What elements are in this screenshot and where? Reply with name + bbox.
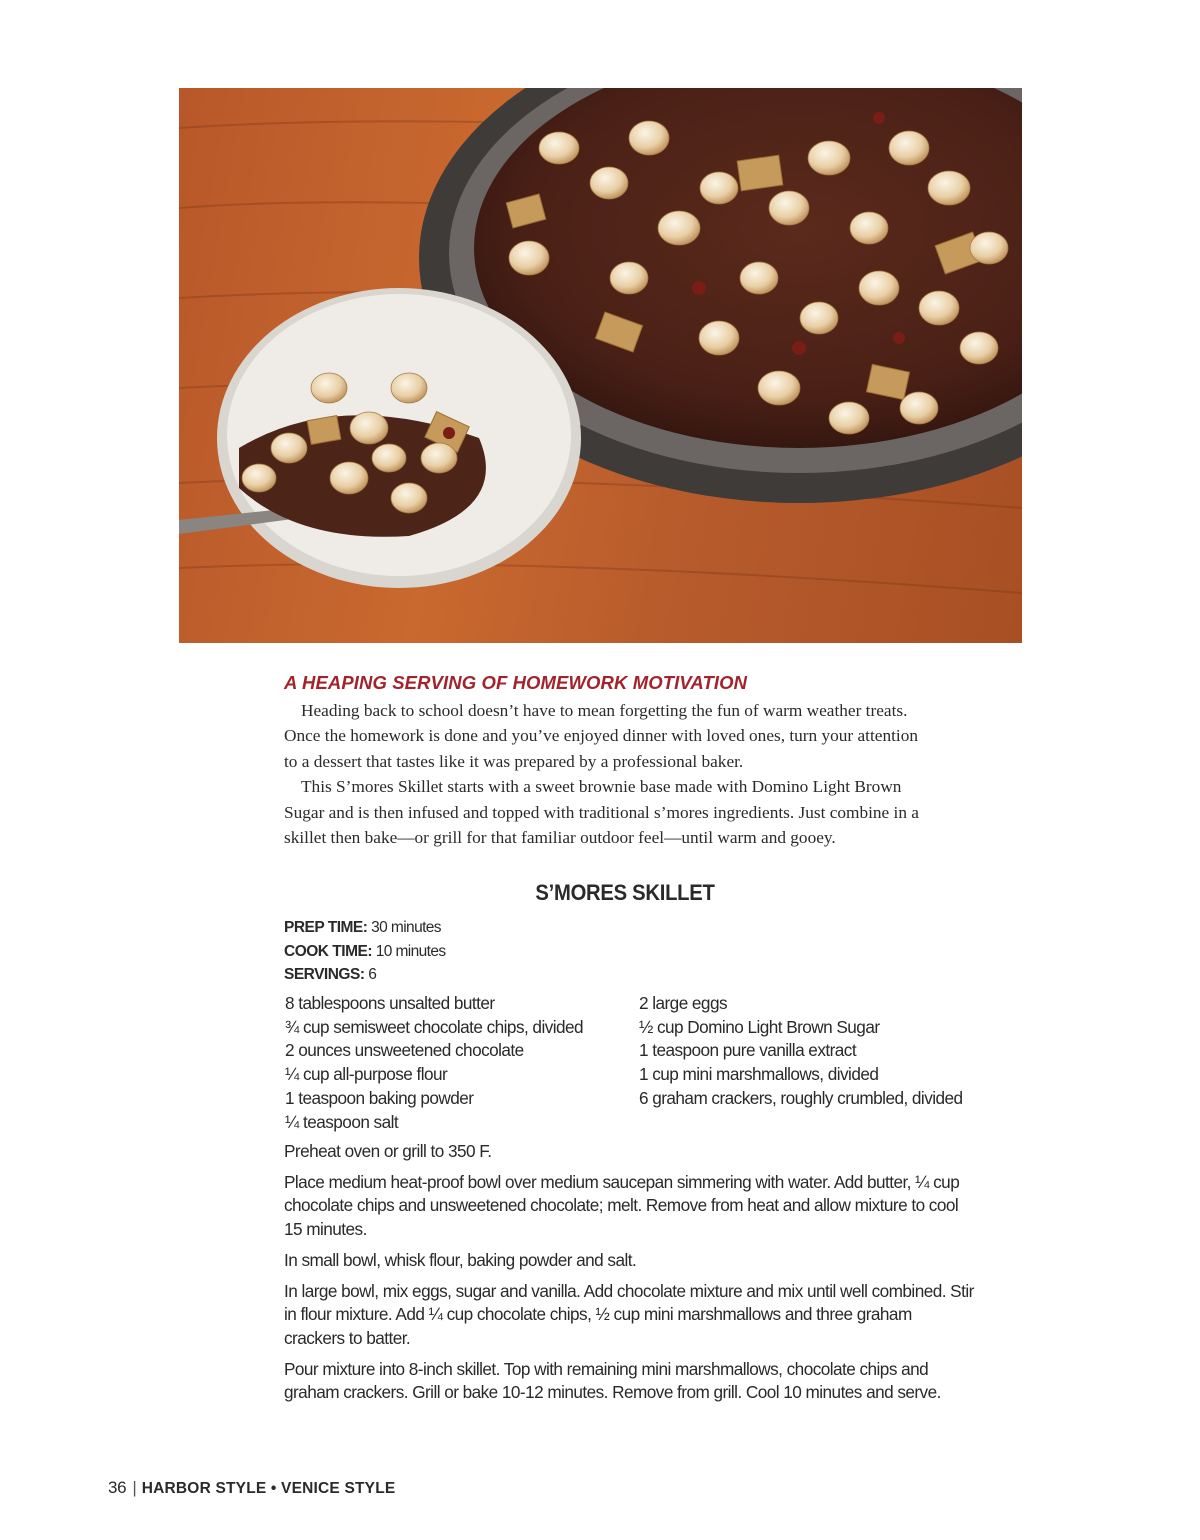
ingredients-left (285, 992, 635, 1134)
page-number: 36 (108, 1478, 127, 1497)
cook-time-value: 10 minutes (375, 942, 446, 960)
intro-paragraph: This S’mores Skillet starts with a sweet brownie base made with Domino Light Brown Sugar and is then infused and topped with traditional s’mores ingredients. Just combine in a skillet then bake—or grill for that familiar outdoor feel—until warm and gooey. (284, 777, 919, 848)
servings-value: 6 (368, 966, 377, 983)
ingredient-item: 1 teaspoon pure vanilla extract (639, 1040, 857, 1061)
intro-paragraph: Heading back to school doesn’t have to mean forgetting the fun of warm weather treats. Once the homework is done and you’ve enjoyed dinner with loved ones, turn your attention to a dessert that tastes like it was prepared by a professional baker. (284, 701, 918, 771)
prep-time-value: 30 minutes (371, 919, 441, 936)
recipe-step: Preheat oven or grill to 350 F. (284, 1141, 492, 1161)
magazine-name: HARBOR STYLE • VENICE STYLE (141, 1480, 396, 1497)
ingredient-item: 1 teaspoon baking powder (285, 1087, 474, 1108)
ingredient-item: ¼ cup all-purpose flour (285, 1064, 448, 1085)
skillet-photo-illustration (179, 88, 1022, 643)
recipe-photo (179, 88, 1022, 643)
recipe-step: Pour mixture into 8-inch skillet. Top with remaining mini marshmallows, chocolate chips and graham crackers. Grill or bake 10-12 minutes. Remove from grill. Cool 10 minutes and serve. (284, 1358, 941, 1403)
article-kicker: A HEAPING SERVING OF HOMEWORK MOTIVATION (284, 672, 748, 693)
ingredient-item: 2 large eggs (639, 993, 727, 1013)
page-footer (108, 1478, 395, 1498)
cook-time-label: COOK TIME: (284, 942, 372, 960)
recipe-title: S’MORES SKILLET (535, 880, 715, 905)
ingredient-item: 1 cup mini marshmallows, divided (639, 1064, 879, 1085)
cook-time (284, 940, 446, 964)
prep-time-label: PREP TIME: (284, 919, 368, 936)
ingredient-item: 6 graham crackers, roughly crumbled, divided (639, 1087, 963, 1108)
ingredient-item: ¾ cup semisweet chocolate chips, divided (285, 1016, 584, 1037)
article-intro (284, 698, 924, 850)
prep-time (284, 916, 446, 940)
recipe-steps (284, 1140, 974, 1412)
ingredient-item: ¼ teaspoon salt (285, 1111, 399, 1132)
footer-separator: | (132, 1478, 137, 1497)
ingredient-item: 8 tablespoons unsalted butter (285, 993, 495, 1013)
recipe-step: In small bowl, whisk flour, baking powder and salt. (284, 1249, 637, 1270)
ingredient-item: ½ cup Domino Light Brown Sugar (639, 1016, 880, 1037)
ingredients-right (639, 992, 969, 1111)
servings (284, 963, 446, 987)
recipe-step: Place medium heat-proof bowl over medium saucepan simmering with water. Add butter, ¼ cup chocolate chips and unsweetened chocolate; melt. Remove from heat and allow mixture to cool 15 minutes. (284, 1171, 960, 1240)
recipe-meta (284, 916, 446, 987)
ingredient-item: 2 ounces unsweetened chocolate (285, 1040, 524, 1061)
recipe-step: In large bowl, mix eggs, sugar and vanilla. Add chocolate mixture and mix until well combined. Stir in flour mixture. Add ¼ cup chocolate chips, ½ cup mini marshmallows and three graham crackers to batter. (284, 1280, 974, 1348)
servings-label: SERVINGS: (284, 966, 365, 983)
